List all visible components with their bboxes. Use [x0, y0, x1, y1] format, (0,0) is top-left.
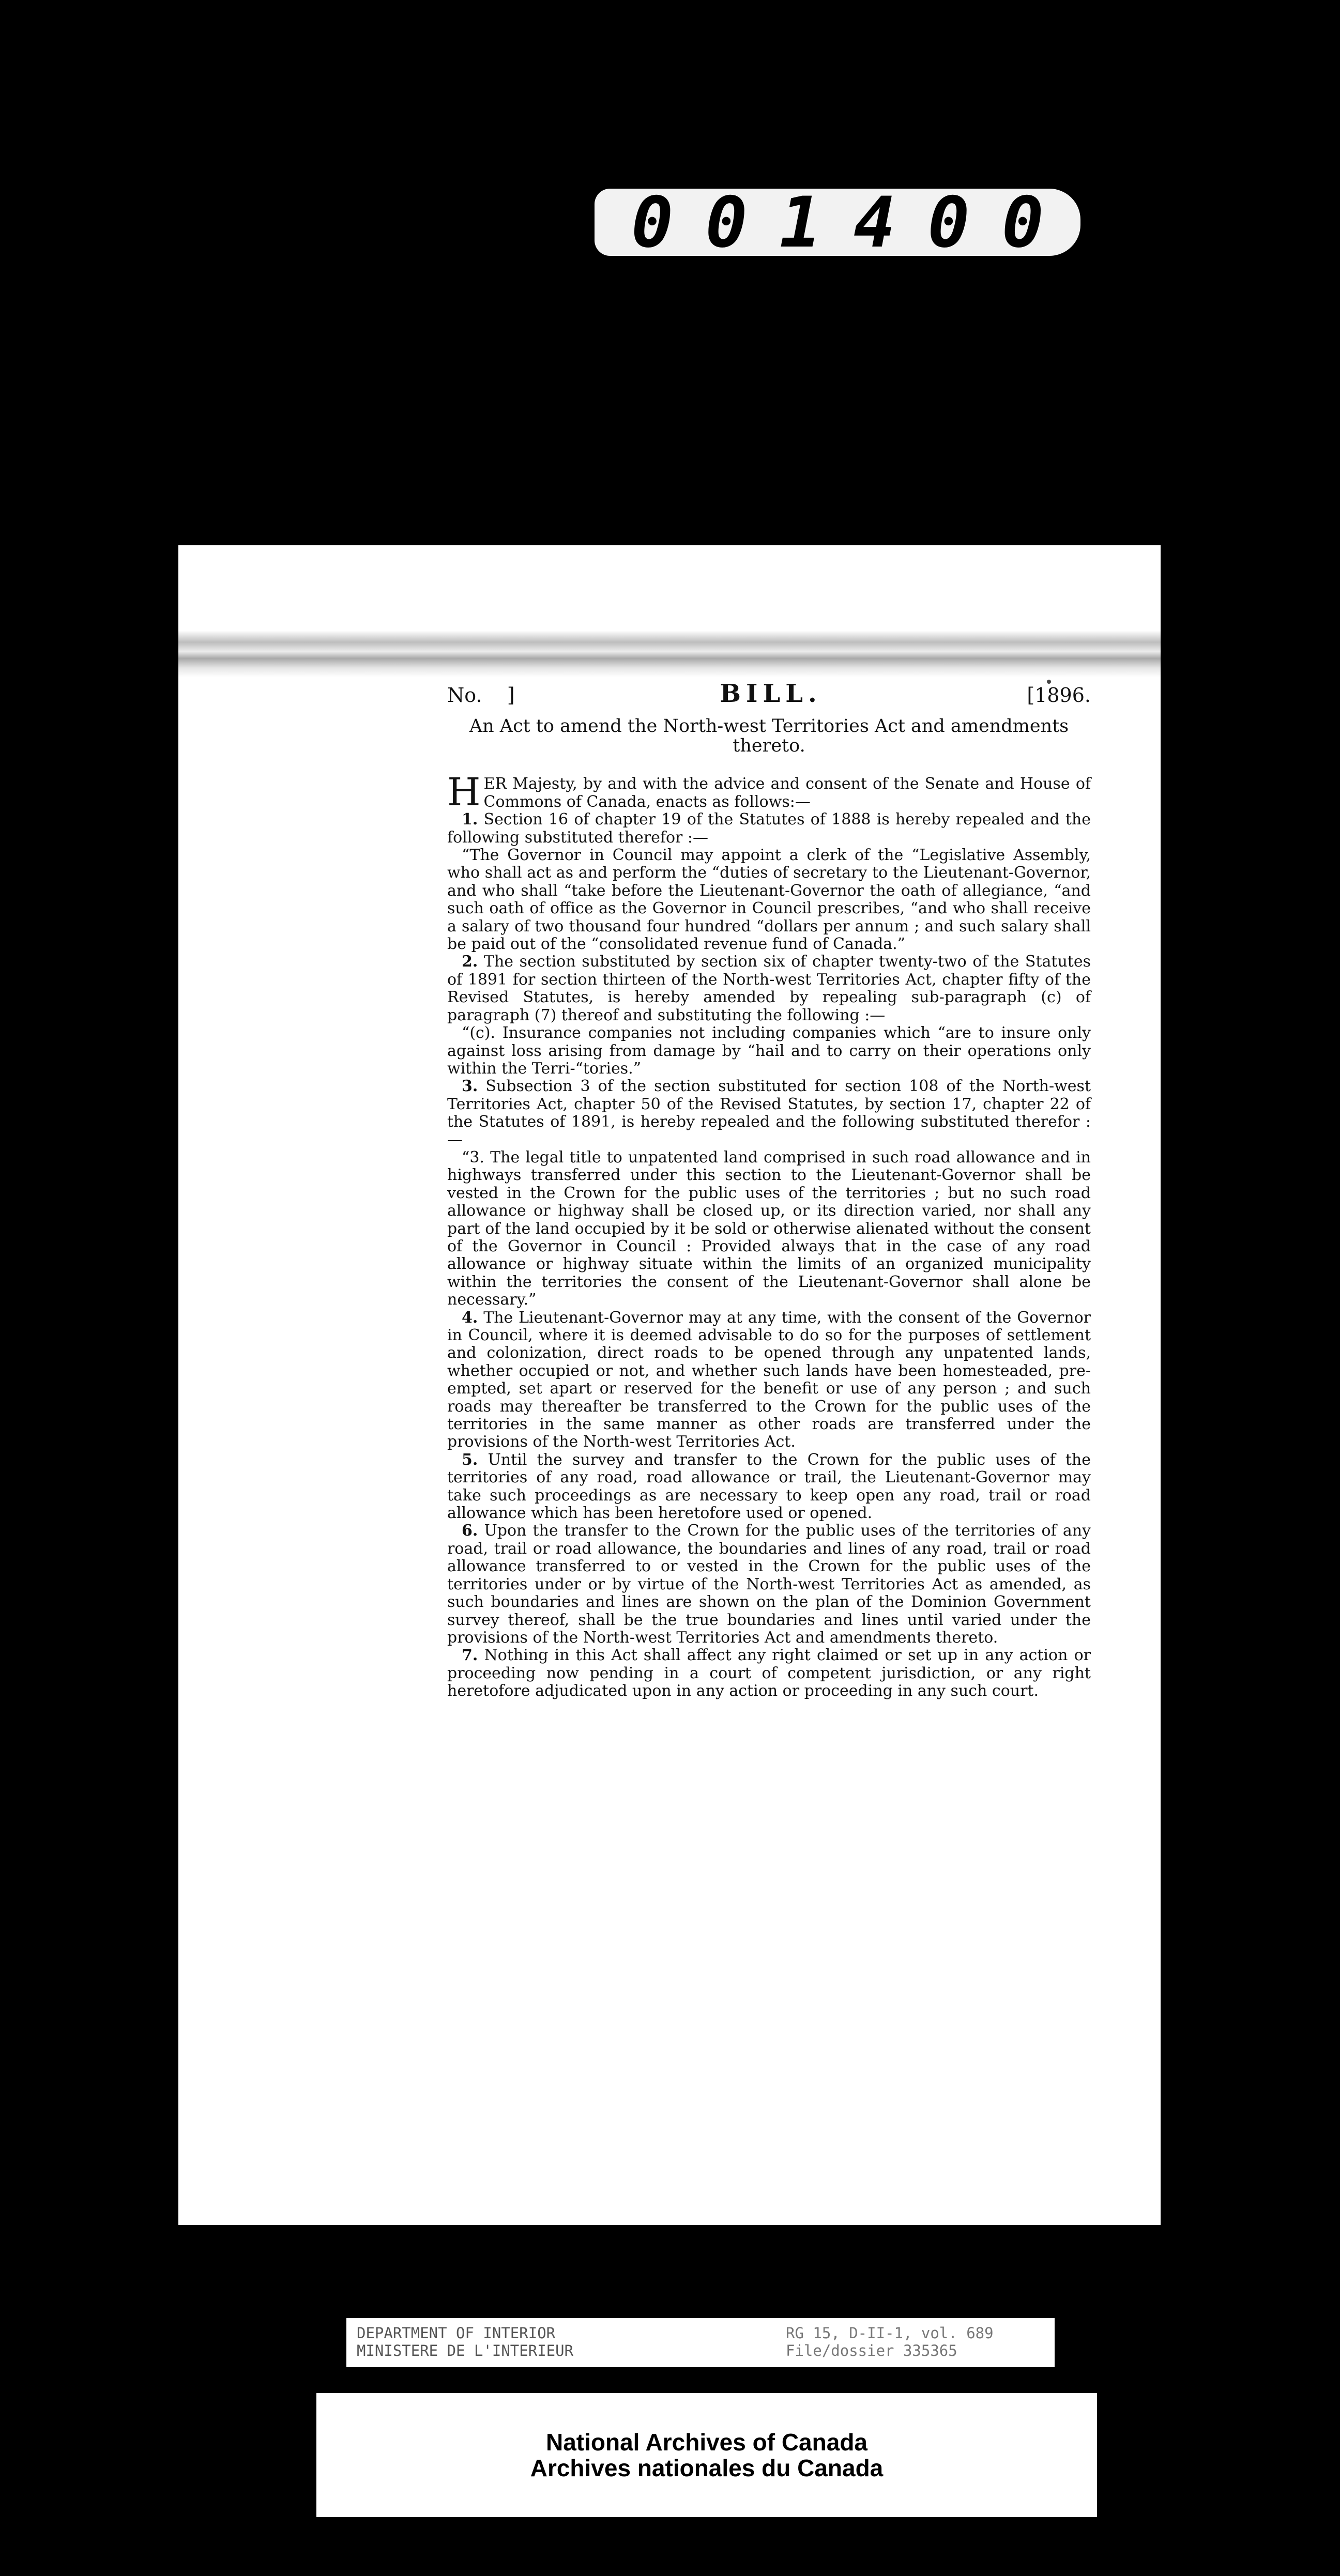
quoted-provision: “(c). Insurance companies not including companies which “are to insure only against loss arising from damage by “hail and to carry on their operations only within the Terri-“tories.”: [447, 1024, 1091, 1078]
section-1: [447, 811, 1091, 847]
quoted-provision: “The Governor in Council may appoint a clerk of the “Legislative Assembly, who shall act as and perform the “duties of secretary to the Lieutenant-Governor, and who shall “take before the Lieutenant-Governor the oath of allegiance, “and such oath of office as the Governor in Council prescribes, “and who shall receive a salary of two thousand four hundred “dollars per annum ; and such salary shall be paid out of the “consolidated revenue fund of Canada.”: [447, 846, 1091, 954]
drop-cap: H: [447, 770, 481, 815]
section-text: Nothing in this Act shall affect any right claimed or set up in any action or proceeding now pending in a court of competent jurisdiction, or any right heretofore adjudicated upon in any action or proceeding in any such court.: [447, 1646, 1091, 1700]
document-page: [178, 545, 1161, 2225]
quoted-provision: “3. The legal title to unpatented land comprised in such road allowance and in highways transferred under this section to the Lieutenant-Governor shall be vested in the Crown for the public uses of the territories ; but no such road allowance or highway shall be closed up, or its direction varied, nor shall any part of the land occupied by it be sold or otherwise alienated without the consent of the Governor in Council : Provided always that in the case of any road allowance or highway situate within the limits of an organized municipality within the territories the consent of the Lieutenant-Governor shall alone be necessary.”: [447, 1148, 1091, 1309]
section-text: Until the survey and transfer to the Crown for the public uses of the territories of any road, road allowance or trail, the Lieutenant-Governor may take such proceedings as are necessary to keep open any road, trail or road allowance which has been heretofore used or opened.: [447, 1450, 1091, 1523]
file-reference: RG 15, D-II-1, vol. 689 File/dossier 335365: [786, 2324, 994, 2359]
frame-number-stamp: [595, 181, 1080, 263]
department-label: DEPARTMENT OF INTERIOR MINISTERE DE L'INTERIEUR: [357, 2324, 574, 2359]
speck: [1047, 680, 1051, 684]
section-number: 7.: [462, 1646, 478, 1665]
section-number: 1.: [462, 810, 478, 829]
section-2: [447, 953, 1091, 1024]
frame-digit: 0: [1001, 181, 1044, 263]
bill-year: [1896.: [1027, 684, 1091, 707]
section-number: 5.: [462, 1450, 478, 1469]
section-text: Section 16 of chapter 19 of the Statutes of 1888 is hereby repealed and the following substituted therefor :—: [447, 810, 1091, 847]
act-title: An Act to amend the North-west Territories Act and amendments thereto.: [469, 716, 1069, 757]
archives-label: [316, 2393, 1097, 2517]
frame-digit: 0: [927, 181, 970, 263]
section-number: 2.: [462, 953, 478, 971]
frame-digit: 0: [631, 181, 674, 263]
section-number: 6.: [462, 1522, 478, 1540]
section-4: [447, 1309, 1091, 1451]
section-6: [447, 1522, 1091, 1647]
section-7: [447, 1647, 1091, 1700]
section-3: [447, 1078, 1091, 1149]
bill-heading: [447, 679, 1091, 708]
section-text: Upon the transfer to the Crown for the public uses of the territories of any road, trail or road allowance, the boundaries and lines of any road, trail or road allowance transferred to or vested in the Crown for the public uses of the territories under or by virtue of the North-west Territories Act as amended, as such boundaries and lines are shown on the plan of the Dominion Government survey thereof, shall be the true boundaries and lines until varied under the provisions of the North-west Territories Act and amendments thereto.: [447, 1522, 1091, 1647]
frame-digit: 4: [854, 181, 896, 263]
enacting-clause: HER Majesty, by and with the advice and consent of the Senate and House of Commons of Canada, enacts as follows:—: [447, 770, 1091, 815]
section-number: 3.: [462, 1077, 478, 1096]
bill-number: No. ]: [447, 684, 515, 707]
archives-label-en: National Archives of Canada: [545, 2429, 867, 2456]
archive-reference-strip: [346, 2318, 1055, 2367]
section-5: [447, 1451, 1091, 1523]
frame-digit: 1: [779, 181, 821, 263]
section-number: 4.: [462, 1308, 478, 1327]
archives-label-fr: Archives nationales du Canada: [530, 2455, 884, 2481]
bill-text: [447, 679, 1091, 1700]
section-text: Subsection 3 of the section substituted for section 108 of the North-west Territories Act, chapter 50 of the Revised Statutes, by section 17, chapter 22 of the Statutes of 1891, is hereby repealed and the following substituted therefor :—: [447, 1077, 1091, 1149]
bill-title: BILL.: [720, 679, 822, 708]
section-text: The section substituted by section six of chapter twenty-two of the Statutes of 1891 for section thirteen of the North-west Territories Act, chapter fifty of the Revised Statutes, is hereby amended by repealing sub-paragraph (c) of paragraph (7) thereof and substituting the following :—: [447, 953, 1091, 1024]
paper-fold-shadow: [178, 631, 1161, 677]
frame-digit: 0: [705, 181, 748, 263]
section-text: The Lieutenant-Governor may at any time, with the consent of the Governor in Council, where it is deemed advisable to do so for the purposes of settlement and colonization, direct roads to be opened through any unpatented lands, whether occupied or not, and whether such lands have been homesteaded, pre-empted, set apart or reserved for the benefit or use of any person ; and such roads may thereafter be transferred to the Crown for the public uses of the territories in the same manner as other roads are transferred under the provisions of the North-west Territories Act.: [447, 1308, 1091, 1451]
